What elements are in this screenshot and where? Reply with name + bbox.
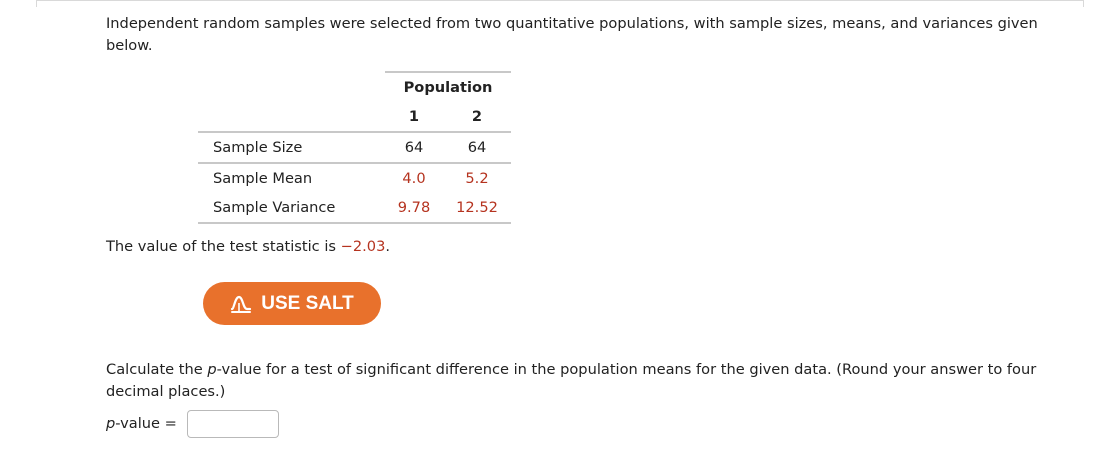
pvalue-label-rest: -value = (115, 415, 177, 432)
table-row (198, 132, 511, 163)
population-header: Population (385, 72, 511, 102)
row-label: Sample Size (198, 132, 385, 163)
test-statistic-value: −2.03 (340, 238, 386, 255)
pvalue-p-italic: p (106, 415, 116, 432)
table-blank-header (198, 102, 385, 132)
question-p-italic: p (207, 361, 217, 378)
question-text (106, 359, 1066, 403)
population-1-header: 1 (385, 102, 443, 132)
pvalue-input[interactable] (187, 410, 279, 438)
sample-mean-1: 4.0 (402, 170, 426, 187)
pvalue-label (106, 413, 177, 435)
table-row (198, 163, 511, 193)
use-salt-label: USE SALT (261, 292, 354, 314)
test-statistic-prefix: The value of the test statistic is (106, 238, 341, 255)
table-corner-cell (198, 72, 385, 102)
sample-size-2: 64 (443, 132, 511, 163)
sample-statistics-table (198, 71, 511, 224)
test-statistic-text (106, 236, 390, 258)
row-label: Sample Variance (198, 193, 385, 223)
intro-text: Independent random samples were selected from two quantitative populations, with sample sizes, means, and variances given below. (106, 15, 1038, 54)
row-label: Sample Mean (213, 170, 313, 187)
sample-size-1: 64 (385, 132, 443, 163)
question-part-1: Calculate the (106, 361, 208, 378)
sample-variance-1: 9.78 (385, 193, 443, 223)
sample-mean-2: 5.2 (465, 170, 489, 187)
question-part-2: -value for a test of significant difference in the population means for the given data. (Round your answer to four decimal places.) (106, 361, 1037, 400)
test-statistic-suffix: . (385, 238, 391, 255)
table-row (198, 193, 511, 223)
sample-variance-2: 12.52 (443, 193, 511, 223)
use-salt-button[interactable] (203, 282, 381, 325)
population-2-header: 2 (443, 102, 511, 132)
pvalue-answer-row (106, 410, 279, 438)
content-frame-top (36, 0, 1084, 7)
salt-logo-icon (230, 294, 261, 314)
cut-off-next-question (106, 451, 906, 459)
